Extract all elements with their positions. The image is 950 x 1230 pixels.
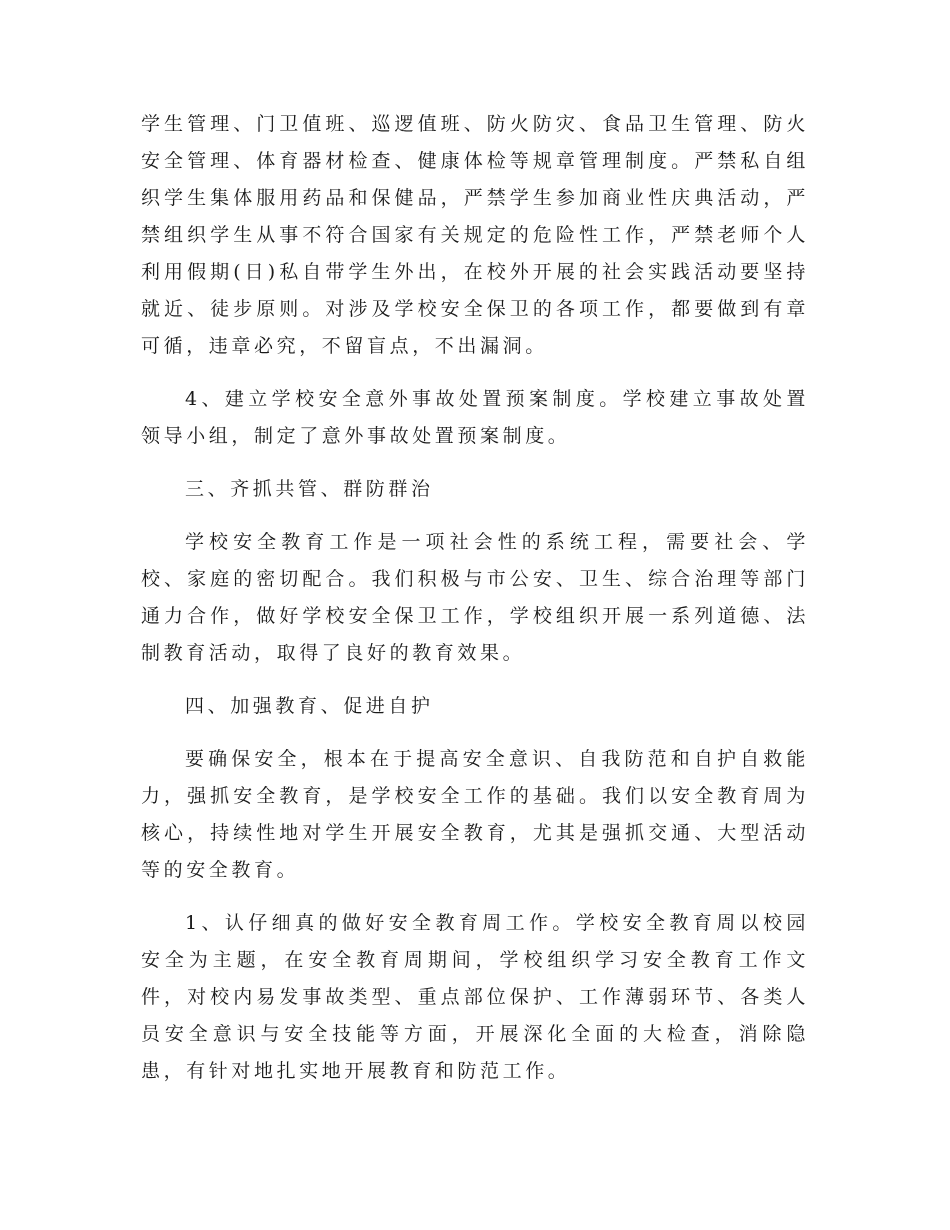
paragraph-social-cooperation: 学校安全教育工作是一项社会性的系统工程，需要社会、学校、家庭的密切配合。我们积极与市公安、卫生、综合治理等部门通力合作，做好学校安全保卫工作，学校组织开展一系列道德、法制教育活动，取得了良好的教育效果。 <box>141 531 809 664</box>
paragraph-item-4-emergency-plan: 4、建立学校安全意外事故处置预案制度。学校建立事故处置领导小组，制定了意外事故处置预案制度。 <box>141 388 809 447</box>
paragraph-item-1-safety-week: 1、认仔细真的做好安全教育周工作。学校安全教育周以校园安全为主题，在安全教育周期间，学校组织学习安全教育工作文件，对校内易发事故类型、重点部位保护、工作薄弱环节、各类人员安全意识与安全技能等方面，开展深化全面的大检查，消除隐患，有针对地扎实地开展教育和防范工作。 <box>141 912 809 1082</box>
document-page <box>141 106 809 1106</box>
section-heading-3: 三、齐抓共管、群防群治 <box>185 478 434 500</box>
section-heading-4: 四、加强教育、促进自护 <box>185 695 434 717</box>
paragraph-safety-awareness: 要确保安全，根本在于提高安全意识、自我防范和自护自救能力，强抓安全教育，是学校安全工作的基础。我们以安全教育周为核心，持续性地对学生开展安全教育，尤其是强抓交通、大型活动等的安全教育。 <box>141 748 809 881</box>
paragraph-rules-continuation: 学生管理、门卫值班、巡逻值班、防火防灾、食品卫生管理、防火安全管理、体育器材检查、健康体检等规章管理制度。严禁私自组织学生集体服用药品和保健品，严禁学生参加商业性庆典活动，严禁组织学生从事不符合国家有关规定的危险性工作，严禁老师个人利用假期(日)私自带学生外出，在校外开展的社会实践活动要坚持就近、徒步原则。对涉及学校安全保卫的各项工作，都要做到有章可循，违章必究，不留盲点，不出漏洞。 <box>141 113 809 357</box>
